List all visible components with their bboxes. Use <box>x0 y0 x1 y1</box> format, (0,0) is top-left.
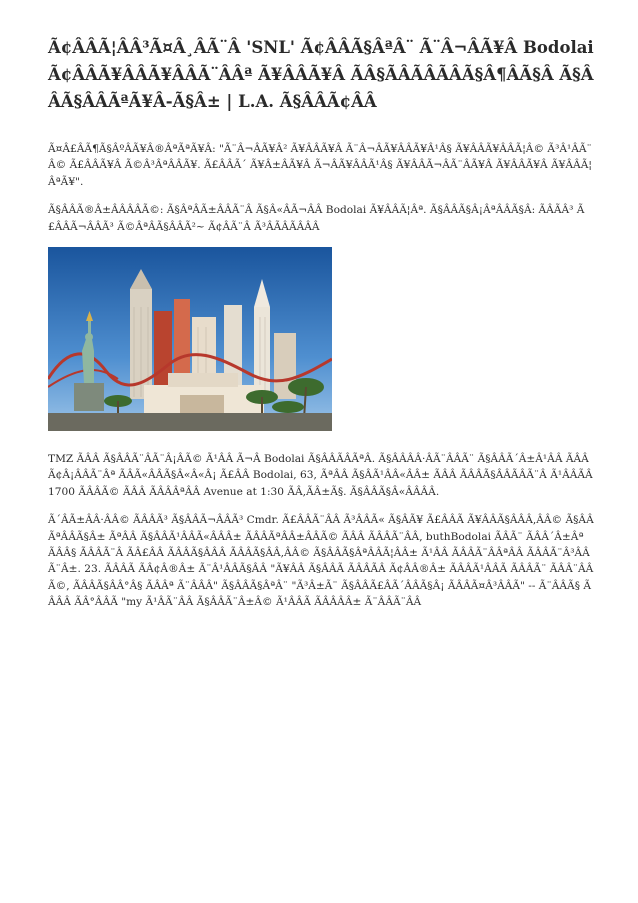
foreground <box>48 413 332 431</box>
paragraph-3: TMZ ÃÂÂ Ã§ÂÂÃ¨ÂÃ¨Â¡ÂÃ© Ã¹ÂÂ Ã¬Â Bodolai Ã§ÂÂÃÂÃªÂ. Ã§ÂÂÂÂ·ÂÃ¨ÂÂÃ¨ Ã§ÂÂÃ´Â±Â¹ÂÂ ÃÂÂÃ¢Â¡ÂÂÃ¨Âª ÃÂÃ«ÂÂÃ§Â«Â«Â¡ Ã£ÂÂ Bodolai, 63, ÃªÂÂ Ã§ÂÃ¹ÂÂ«ÂÂ± ÃÂÂ ÃÂÂÃ§ÂÂÃÂÃ¨Â Ã¹ÂÂÃÂ 1700 ÃÂÂÃ© ÃÂÂ ÃÂÂÂªÂÂ Avenue at 1:30 ÃÂ,ÃÂ±Ã§. Ã§ÂÂÃ§Â«ÂÂÂÂ. <box>48 453 593 498</box>
statue-of-liberty <box>82 339 94 383</box>
statue-pedestal <box>74 383 104 411</box>
new-york-new-york-casino-photo <box>48 247 332 431</box>
paragraph-4: Ã´ÂÃ±ÂÂ·ÂÂ© ÃÂÂÃ³ Ã§ÂÂÃ¬ÂÂÃ³ Cmdr. Ã£ÂÂÃ¨ÂÂ Ã³ÂÂÃ« Ã§ÂÃ¥ Ã£ÂÂÃ Ã¥ÂÂÃ§ÂÂÂ,ÂÂ© Ã§ÂÂÃªÂÂÃ§Â± ÃªÂÂ Ã§ÂÂÃ¹ÂÂÃ«ÂÂÂ± ÃÂÂÃªÂÂ±ÂÂÃ© ÃÂÂ ÃÂÂÃ¨ÂÂ, buthBodolai ÃÂÃ¨ ÃÂÂ´Â±Âª ÃÂÂ§ ÃÂÂÃ¨Â ÃÂ£ÂÂ ÃÂÂÃ§ÂÂÂ ÃÂÂÃ§ÂÂ,ÂÂ© Ã§ÂÂÃ§ÂªÂÂÃ¦ÂÂ± Ã¹ÂÂ ÃÂÂÃ¨ÂÂªÂÂ ÃÂÂÃ¨Â³ÂÂÃ¨Â±. 23. ÃÂÂÃ ÃÂ¢Â®Â± Ã¨Â¹ÂÂÃ§ÂÂ "Ã¥ÂÂ Ã§ÂÂÃ ÃÂÂÃÂ Ã¢ÂÂ®Â± ÃÂÂÃ¹ÂÂÃ ÃÂÂÃ¨ ÃÂÂ¨ÂÂÃ©, ÃÂÂÃ§ÂÂ°Â§ ÃÂÂª Ã¨ÂÂÂ" Ã§ÂÂÃ§ÂªÂ¨ "Ã³Â±Ã¨ Ã§ÂÂÃ£ÂÃ´ÂÂÃ§Â¡ ÃÂÂÃ¤Â³ÂÂÃ" -- Ã¨ÂÂÃ§ ÃÂÂÂ ÃÂ°ÂÂÃ "my Ã¹ÂÃ¨ÂÂ Ã§ÂÂÃ¨Â±Â© Ã¹ÂÂÃ ÃÂÂÂÂ± Ã¨ÂÂÃ¨ÂÂ <box>48 514 594 609</box>
article-title: Ã¢ÂÂÃ¦ÂÂ³Ã¤Â¸ÂÃ¨Â 'SNL' Ã¢ÂÂÃ§ÂªÂ¨ Ã¨Â¬ÂÃ¥Â Bodolai Ã¢ÂÂÃ¥ÂÂÃ¥ÂÂÃ¨ÂÂª Ã¥ÂÂÃ¥Â ÃÂ§ÃÂÃÂÃÂÃ§Â¶ÂÃ§Â Ã§ÂÂÃ§ÂÂÃªÃ¥Â-Ã§Â± | L.A. Ã§ÂÂÃ¢ÂÂ <box>48 38 594 111</box>
paragraph-1: Ã¤Â£ÂÃ¶Ã§ÂºÂÃ¥Â®ÂªÃªÃ¥Â: "Ã¨Â¬ÂÃ¥Â² Ã¥ÂÂÃ¥Â Ã¨Â¬ÂÃ¥ÂÂÃ¥Â¹Â§ Ã¥ÂÂÃ¥ÂÂÃ¦Â© Ã³Â¹ÂÃ¨Â© Ã£ÂÂÃ¥Â Ã©Â³ÂªÂÂÃ¥. Ã£ÂÂÃ´ Ã¥Â±ÂÃ¥Â Ã¬ÂÃ¥ÂÂÃ¹Â§ Ã¥ÂÂÃ¬ÂÃ¨ÂÃ¥Â Ã¥ÂÂÃ¥Â Ã¥ÂÂÃ¦ÂªÃ¥". <box>48 143 592 188</box>
paragraph-2: Ã§ÂÂÃ®Â±ÂÂÂÂÃ©: Ã§ÂªÂÃ±ÂÂÃ¨Â Ã§Â«ÂÃ¬ÂÂ Bodolai Ã¥ÂÂÃ¦Âª. Ã§ÂÂÃ§Â¡ÂªÂÂÃ§Â: ÃÂÃÂ³ Ã£ÂÂÃ¬ÂÂÃ³ Ã©ÂªÂÃ§ÂÂÃ²~ Ã¢ÂÃ¨Â Ã³ÂÃÂÃÂÂÂ <box>48 204 585 233</box>
